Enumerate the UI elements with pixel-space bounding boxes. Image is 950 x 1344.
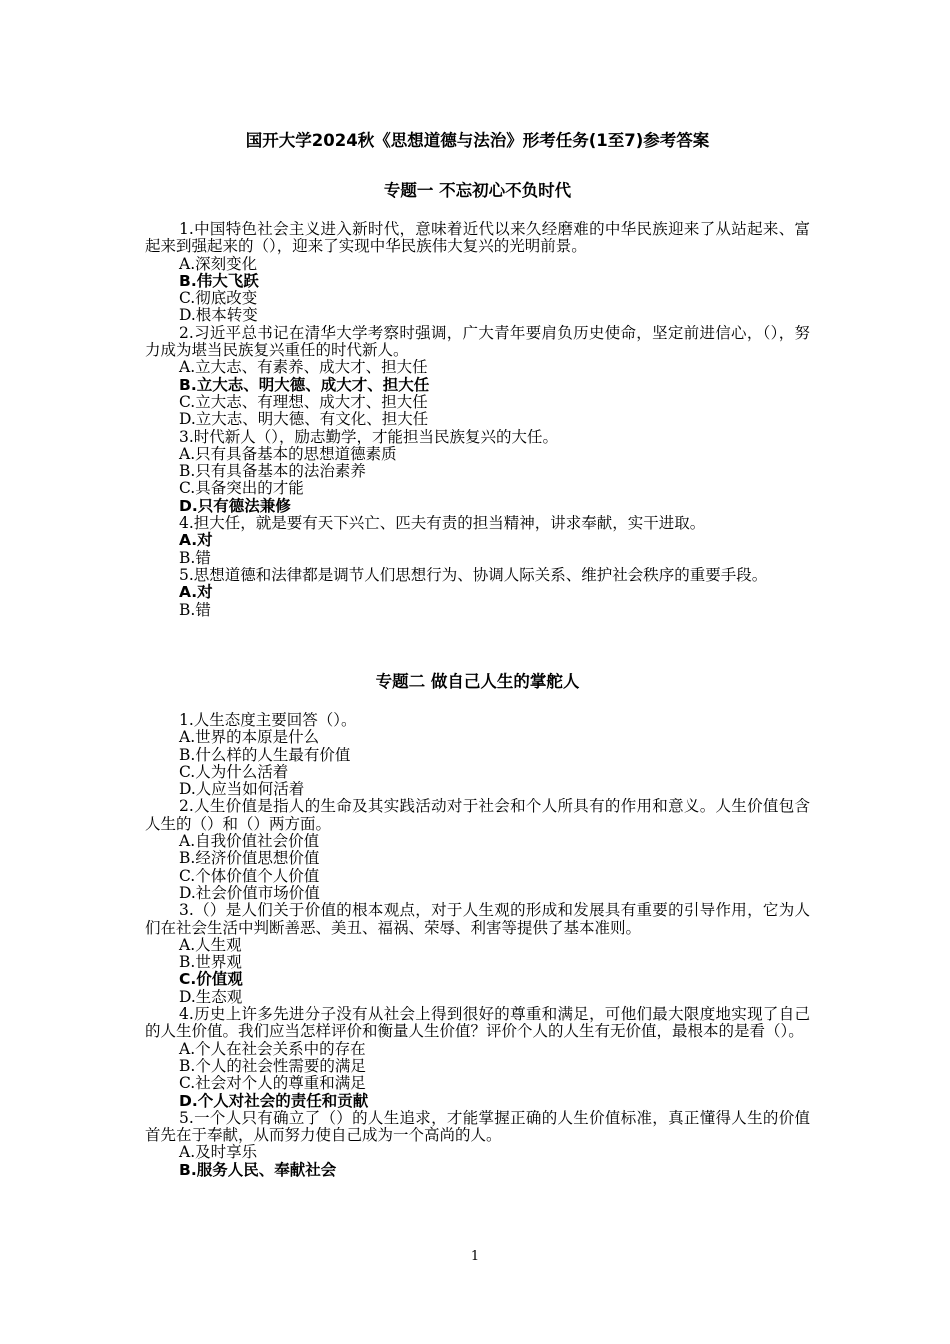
- answer-option: B.世界观: [179, 953, 242, 972]
- answer-option: A.人生观: [179, 935, 242, 954]
- answer-option-correct: C.价值观: [179, 970, 243, 989]
- answer-option: C.彻底改变: [179, 289, 258, 308]
- page-number: 1: [470, 1249, 480, 1264]
- question-item: [145, 515, 810, 567]
- answer-option: D.社会价值市场价值: [179, 883, 320, 902]
- answer-option: A.只有具备基本的思想道德素质: [179, 444, 397, 463]
- answer-option: A.深刻变化: [179, 254, 258, 273]
- answer-option: A.自我价值社会价值: [179, 832, 320, 851]
- answer-option: D.人应当如何活着: [179, 780, 305, 799]
- question-text: 2.习近平总书记在清华大学考察时强调，广大青年要肩负历史使命，坚定前进信心，（），努力成为堪当民族复兴重任的时代新人。: [145, 323, 810, 360]
- question-item: [145, 1110, 810, 1179]
- answer-option: A.世界的本原是什么: [179, 728, 320, 747]
- answer-option: A.立大志、有素养、成大才、担大任: [179, 358, 428, 377]
- answer-option: B.经济价值思想价值: [179, 849, 320, 868]
- document-title: 国开大学2024秋《思想道德与法治》形考任务(1至7)参考答案: [245, 131, 710, 150]
- question-item: [145, 712, 810, 798]
- question-item: [145, 221, 810, 325]
- question-item: [145, 325, 810, 429]
- answer-option: A.个人在社会关系中的存在: [179, 1039, 366, 1058]
- section-2-questions: [145, 712, 810, 1179]
- answer-option-correct: A.对: [179, 531, 213, 550]
- question-text: 3.时代新人（），励志勤学，才能担当民族复兴的大任。: [179, 427, 559, 446]
- answer-option: C.个体价值个人价值: [179, 866, 320, 885]
- answer-option: C.具备突出的才能: [179, 479, 304, 498]
- question-text: 1.中国特色社会主义进入新时代，意味着近代以来久经磨难的中华民族迎来了从站起来、富起来到强起来的（），迎来了实现中华民族伟大复兴的光明前景。: [145, 220, 810, 256]
- answer-option: D.立大志、明大德、有文化、担大任: [179, 410, 429, 429]
- answer-option-correct: B.伟大飞跃: [179, 271, 259, 290]
- answer-option: D.生态观: [179, 987, 243, 1006]
- question-item: [145, 567, 810, 619]
- question-text: 3.（）是人们关于价值的根本观点，对于人生观的形成和发展具有重要的引导作用，它为人们在社会生活中判断善恶、美丑、福祸、荣辱、利害等提供了基本准则。: [145, 901, 810, 937]
- answer-option: B.个人的社会性需要的满足: [179, 1056, 366, 1075]
- section-1-questions: [145, 221, 810, 619]
- question-item: [145, 902, 810, 1006]
- answer-option-correct: A.对: [179, 583, 213, 602]
- question-item: [145, 1006, 810, 1110]
- section-1-heading: 专题一 不忘初心不负时代: [383, 181, 572, 200]
- question-text: 4.担大任，就是要有天下兴亡、匹夫有责的担当精神，讲求奉献，实干进取。: [179, 514, 706, 533]
- answer-option: A.及时享乐: [179, 1143, 258, 1162]
- question-text: 4.历史上许多先进分子没有从社会上得到很好的尊重和满足，可他们最大限度地实现了自己的人生价值。我们应当怎样评价和衡量人生价值？评价个人的人生有无价值，最根本的是看（）。: [145, 1005, 810, 1041]
- answer-option: B.什么样的人生最有价值: [179, 745, 351, 764]
- answer-option: D.根本转变: [179, 306, 258, 325]
- question-item: [145, 429, 810, 515]
- answer-option: B.只有具备基本的法治素养: [179, 462, 366, 481]
- answer-option-correct: B.服务人民、奉献社会: [179, 1160, 337, 1179]
- answer-option-correct: D.只有德法兼修: [179, 496, 291, 515]
- answer-option: C.立大志、有理想、成大才、担大任: [179, 392, 428, 411]
- question-text: 5.一个人只有确立了（）的人生追求，才能掌握正确的人生价值标准，真正懂得人生的价值首先在于奉献，从而努力使自己成为一个高尚的人。: [145, 1108, 810, 1145]
- answer-option: B.错: [179, 548, 211, 567]
- answer-option-correct: D.个人对社会的责任和贡献: [179, 1091, 369, 1110]
- section-2-heading: 专题二 做自己人生的掌舵人: [375, 672, 580, 691]
- answer-option: B.错: [179, 600, 211, 619]
- answer-option: C.人为什么活着: [179, 762, 289, 781]
- answer-option: C.社会对个人的尊重和满足: [179, 1074, 366, 1093]
- question-text: 2.人生价值是指人的生命及其实践活动对于社会和个人所具有的作用和意义。人生价值包含人生的（）和（）两方面。: [145, 797, 810, 833]
- question-text: 1.人生态度主要回答（）。: [179, 711, 357, 729]
- question-item: [145, 798, 810, 902]
- question-text: 5.思想道德和法律都是调节人们思想行为、协调人际关系、维护社会秩序的重要手段。: [179, 565, 768, 584]
- answer-option-correct: B.立大志、明大德、成大才、担大任: [179, 375, 430, 394]
